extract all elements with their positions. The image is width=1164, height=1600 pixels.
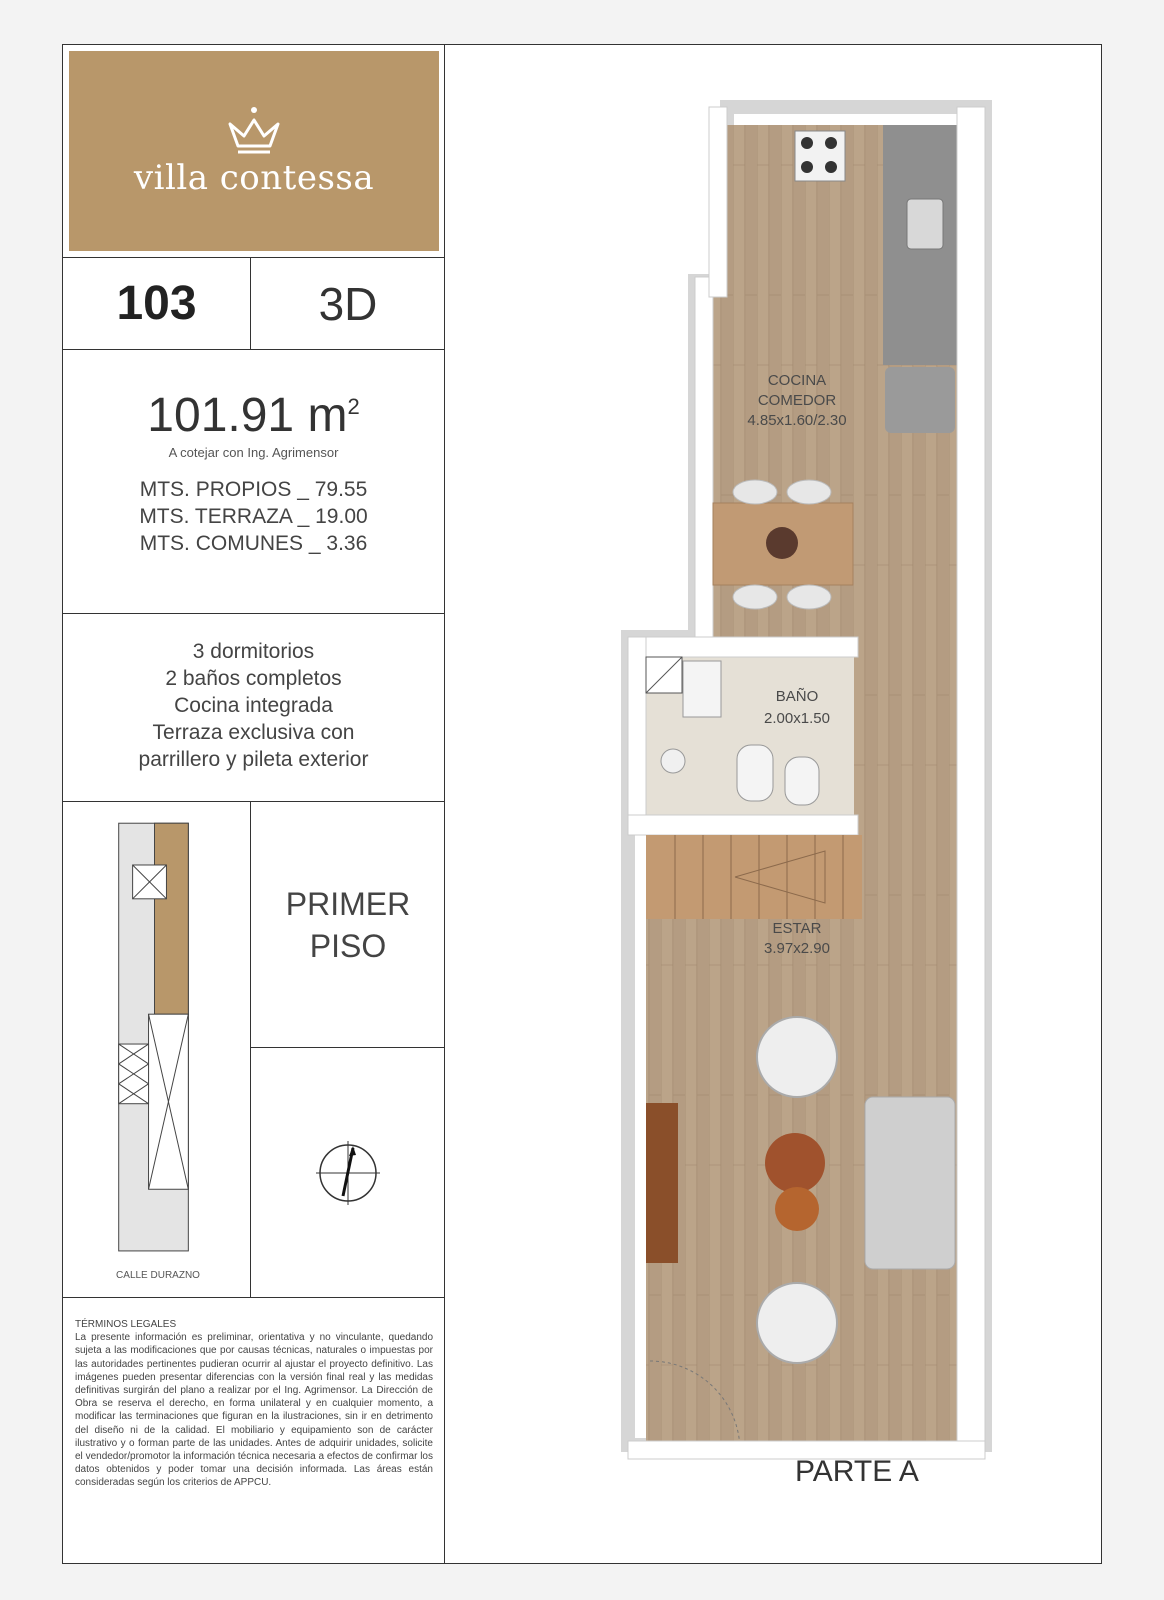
- plan-panel: [445, 45, 1101, 1563]
- brand-name: villa contessa: [133, 158, 375, 198]
- cooktop: [795, 131, 845, 181]
- area-section: [63, 349, 444, 613]
- metric-comunes: MTS. COMUNES _ 3.36: [139, 532, 368, 555]
- room-name: BAÑO: [775, 688, 819, 705]
- metric-terraza: MTS. TERRAZA _ 19.00: [139, 505, 368, 528]
- armchair: [757, 1283, 837, 1363]
- fridge: [885, 367, 955, 433]
- feature-item: Cocina integrada: [174, 694, 333, 717]
- floor-plan-sheet: [62, 44, 1102, 1564]
- site-plan-diagram: [63, 802, 250, 1298]
- tv-console: [646, 1103, 678, 1263]
- bidet: [785, 757, 819, 805]
- metric-propios: MTS. PROPIOS _ 79.55: [139, 478, 368, 501]
- area-metrics: [63, 476, 444, 557]
- room-name: COMEDOR: [757, 392, 837, 409]
- feature-item: 2 baños completos: [165, 667, 342, 690]
- staircase: [646, 835, 862, 919]
- feature-item: parrillero y pileta exterior: [138, 748, 369, 771]
- north-arrow-icon: [313, 1138, 383, 1208]
- unit-row: [63, 257, 444, 349]
- floor-level-line1: PRIMER: [285, 885, 411, 922]
- total-area: 101.91 $m^2$: [147, 389, 360, 442]
- floor-level-line2: PISO: [309, 927, 387, 964]
- compass: [251, 1048, 445, 1298]
- room-size: 2.00x1.50: [764, 710, 830, 727]
- room-name: ESTAR: [772, 920, 822, 937]
- features-section: [63, 613, 444, 801]
- sofa: [865, 1097, 955, 1269]
- street-label: CALLE DURAZNO: [116, 1270, 200, 1281]
- feature-item: 3 dormitorios: [192, 640, 315, 663]
- plan-part-label: PARTE A: [795, 1455, 919, 1488]
- brand-logo: [69, 51, 439, 251]
- room-size: 4.85x1.60/2.30: [747, 412, 847, 429]
- room-name: COCINA: [767, 372, 827, 389]
- location-section: [63, 801, 444, 1297]
- unit-type: 3D: [318, 277, 378, 330]
- toilet: [737, 745, 773, 801]
- room-size: 3.97x2.90: [764, 940, 830, 957]
- area-note: A cotejar con Ing. Agrimensor: [168, 445, 339, 460]
- feature-item: Terraza exclusiva con: [152, 721, 355, 744]
- bathroom-sink: [683, 661, 721, 717]
- legal-section: [63, 1297, 444, 1565]
- armchair: [757, 1017, 837, 1097]
- legal-title: TÉRMINOS LEGALES: [75, 1319, 177, 1330]
- site-plan: [63, 802, 251, 1297]
- crown-icon: [224, 104, 284, 156]
- sink: [907, 199, 943, 249]
- floor-level: [251, 802, 445, 1048]
- legal-text: La presente información es preliminar, orientativa y no vinculante, quedando sujeta a las modificaciones que por causas técnicas, naturales o impuestas por las autoridades pertinentes pudieran ocurrir al ajustar el proyecto definitivo. Las imágenes pueden presentar diferencias con la versión final real y las medidas definitivas surgirán del plano a realizar por el Ing. Agrimensor. La Dirección de Obra se reserva el derecho, en forma unilateral y en cualquier momento, a modificar las terminaciones que figuran en la ilustraciones, sin ir en detrimento del diseño ni de la calidad. El mobiliario y equipamiento son de carácter ilustrativo y o forman parte de las unidades. Antes de adquirir unidades, solicite el vendedor/promotor la información técnica necesaria a efectos de confirmar los datos obtenidos y poder tomar una decisión informada. Las áreas están consideradas según los criterios de APPCU.: [75, 1332, 433, 1489]
- unit-number: 103: [63, 258, 251, 349]
- floor-plan: [445, 45, 1101, 1465]
- info-panel: [63, 45, 445, 1563]
- coffee-table: [765, 1133, 825, 1193]
- side-table: [775, 1187, 819, 1231]
